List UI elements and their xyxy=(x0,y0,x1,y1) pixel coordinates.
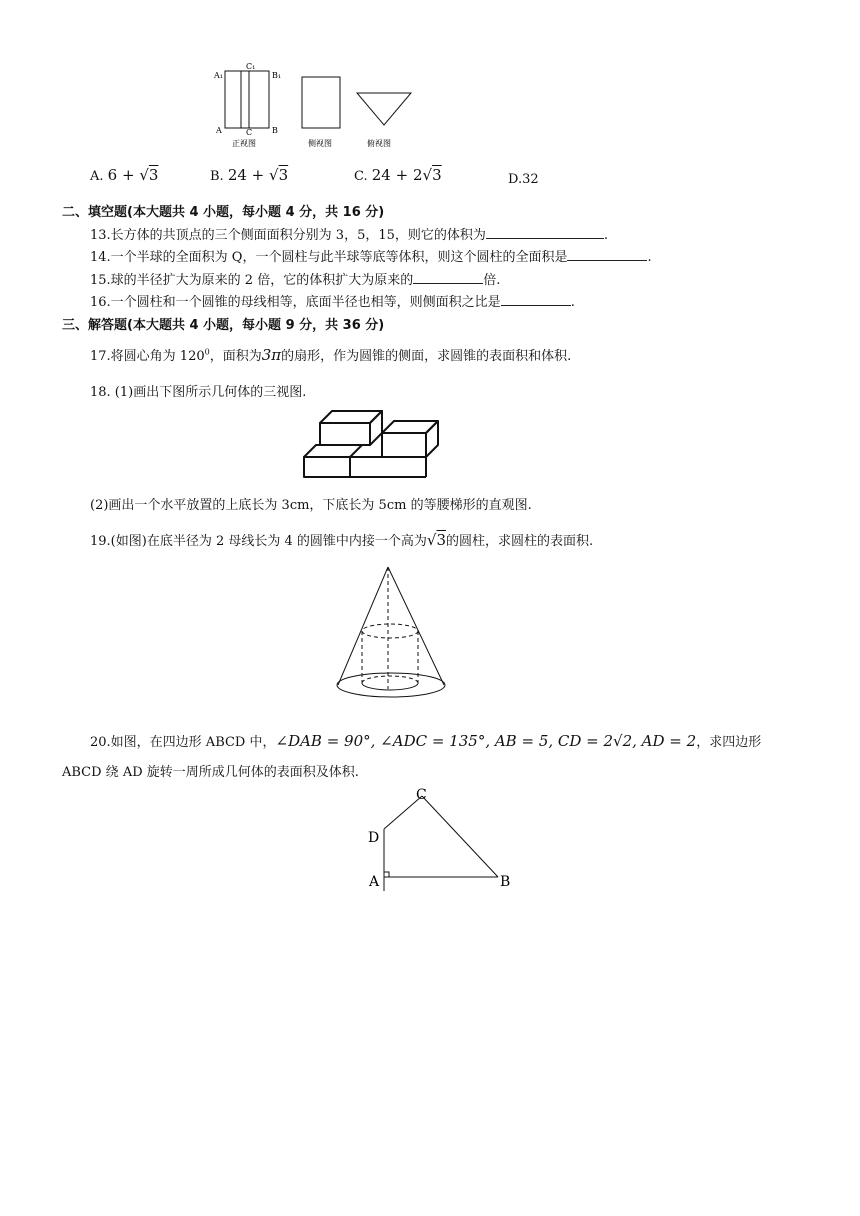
question-19 xyxy=(90,530,593,549)
q15-text: 15.球的半径扩大为原来的 2 倍，它的体积扩大为原来的 xyxy=(90,273,414,288)
q12-option-c xyxy=(354,166,442,184)
q12-option-a xyxy=(90,166,158,184)
q12-option-d xyxy=(508,172,539,187)
q20-text-a: 20.如图，在四边形 ABCD 中， xyxy=(90,735,276,750)
q19-text-b: 的圆柱，求圆柱的表面积. xyxy=(446,534,594,549)
question-20-line2: ABCD 绕 AD 旋转一周所成几何体的表面积及体积. xyxy=(62,765,359,780)
top-view-triangle xyxy=(357,93,411,125)
q16-answer-blank xyxy=(501,293,571,306)
q15-answer-blank xyxy=(413,271,483,284)
option-a-expr: 6 + √3 xyxy=(107,166,159,184)
label-c1: C₁ xyxy=(246,62,256,71)
question-17 xyxy=(90,345,571,364)
question-15 xyxy=(90,269,500,288)
option-d-letter: D. xyxy=(508,172,523,187)
q16-text: 16.一个圆柱和一个圆锥的母线相等，底面半径也相等，则侧面积之比是 xyxy=(90,295,501,310)
q17-degree: 0 xyxy=(204,347,210,357)
q19-sqrt: √3 xyxy=(426,531,446,549)
q18-blocks-figure xyxy=(300,405,440,481)
label-quad-d: D xyxy=(368,830,380,846)
section3-heading: 三、解答题(本大题共 4 小题，每小题 9 分，共 36 分) xyxy=(62,318,385,333)
side-view-rect xyxy=(302,77,340,128)
caption-front-view: 正视图 xyxy=(232,139,256,148)
q20-text-b: ，求四边形 xyxy=(696,735,762,750)
q19-cone-figure xyxy=(330,563,455,703)
q20-math: ∠DAB = 90°, ∠ADC = 135°, AB = 5, CD = 2√2, AD = 2 xyxy=(275,732,697,750)
caption-side-view: 侧视图 xyxy=(308,139,332,148)
q12-option-b xyxy=(210,166,288,184)
option-b-expr: 24 + √3 xyxy=(227,166,289,184)
q15-text-end: 倍. xyxy=(483,273,501,288)
q14-text: 14.一个半球的全面积为 Q，一个圆柱与此半球等底等体积，则这个圆柱的全面积是 xyxy=(90,250,568,265)
q17-text-b: ，面积为 xyxy=(209,349,262,364)
label-b: B xyxy=(272,126,278,135)
question-18-part1: 18. (1)画出下图所示几何体的三视图. xyxy=(90,385,307,400)
q20-quadrilateral-figure xyxy=(362,783,522,895)
q17-text-a: 17.将圆心角为 120 xyxy=(90,349,205,364)
three-view-figure xyxy=(205,58,435,154)
question-18-part2: (2)画出一个水平放置的上底长为 3cm，下底长为 5cm 的等腰梯形的直观图. xyxy=(90,498,532,513)
q13-answer-blank xyxy=(486,226,604,239)
q13-text: 13.长方体的共顶点的三个侧面面积分别为 3，5，15，则它的体积为 xyxy=(90,228,486,243)
label-quad-c: C xyxy=(416,787,427,803)
option-b-letter: B. xyxy=(210,169,224,184)
question-14: 14.一个半球的全面积为 Q，一个圆柱与此半球等底等体积，则这个圆柱的全面积是 . xyxy=(90,250,652,265)
option-c-letter: C. xyxy=(354,169,368,184)
q17-math: 3π xyxy=(261,346,282,364)
label-c: C xyxy=(246,128,253,137)
q19-text-a: 19.(如图)在底半径为 2 母线长为 4 的圆锥中内接一个高为 xyxy=(90,534,427,549)
option-d-value: 32 xyxy=(522,172,539,187)
question-20-line1 xyxy=(90,731,761,750)
question-16: 16.一个圆柱和一个圆锥的母线相等，底面半径也相等，则侧面积之比是 . xyxy=(90,295,575,310)
label-a1: A₁ xyxy=(214,71,223,80)
q17-text-c: 的扇形，作为圆锥的侧面，求圆锥的表面积和体积. xyxy=(281,349,572,364)
label-quad-b: B xyxy=(500,874,511,890)
question-13: 13.长方体的共顶点的三个侧面面积分别为 3，5，15，则它的体积为 . xyxy=(90,228,609,243)
option-a-letter: A. xyxy=(90,169,104,184)
front-view-rect xyxy=(225,71,269,128)
label-quad-a: A xyxy=(369,874,380,890)
caption-top-view: 俯视图 xyxy=(367,139,391,148)
option-c-expr: 24 + 2√3 xyxy=(371,166,442,184)
q14-answer-blank xyxy=(567,248,647,261)
label-a: A xyxy=(216,126,222,135)
section2-heading: 二、填空题(本大题共 4 小题，每小题 4 分，共 16 分) xyxy=(62,205,385,220)
label-b1: B₁ xyxy=(272,71,282,80)
